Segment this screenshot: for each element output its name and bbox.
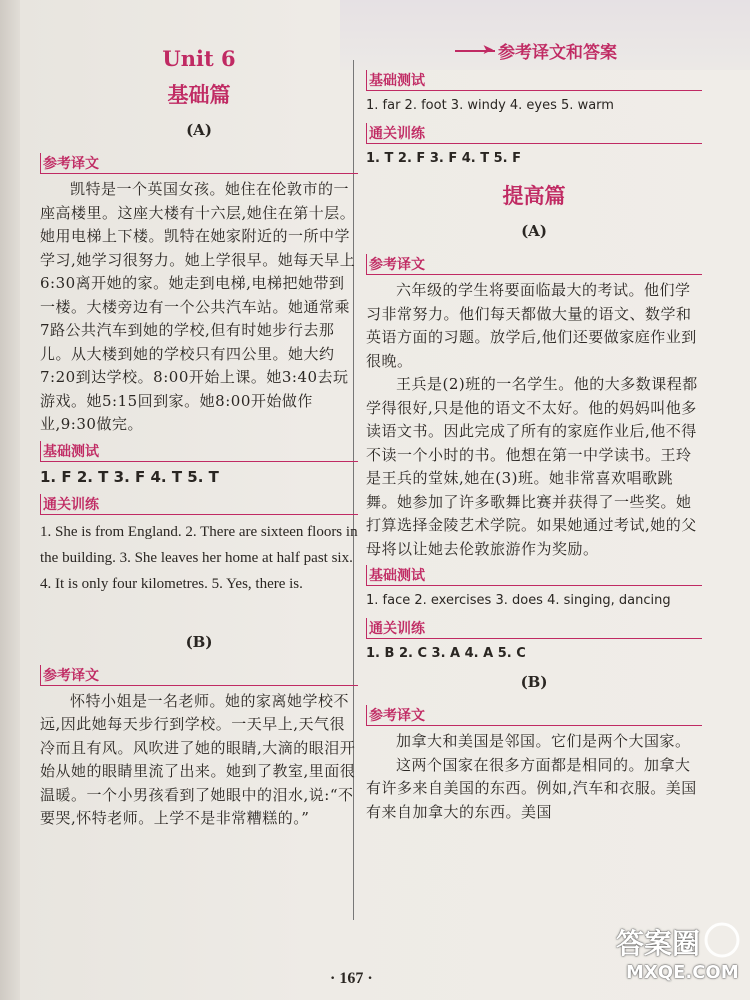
unit-title: Unit 6	[162, 46, 236, 71]
watermark-url: MXQE.COM	[626, 962, 739, 983]
left-column	[40, 46, 358, 831]
basic-test-answers: 1. far 2. foot 3. windy 4. eyes 5. warm	[366, 98, 614, 113]
header-arrow-icon: ➤	[482, 42, 494, 58]
pass-training-answers: 1. She is from England. 2. There are sixteen floors in the building. 3. She leaves her home at half past six. 4. It is only four kilometres. 5. Yes, there is.	[40, 523, 358, 592]
tag-underline	[40, 173, 358, 174]
header-label: 参考译文和答案	[498, 43, 617, 63]
tag-pass-training: 通关训练	[366, 123, 429, 143]
tag-underline	[40, 461, 358, 462]
tag-underline	[366, 638, 702, 639]
part-b-heading: (B)	[185, 632, 213, 651]
previous-page-edge	[0, 0, 22, 1000]
tag-underline	[366, 725, 702, 726]
basic-test-answers: 1. F 2. T 3. F 4. T 5. T	[40, 467, 219, 486]
tag-basic-test: 基础测试	[366, 565, 429, 585]
part-b-heading: (B)	[520, 673, 548, 691]
tag-pass-training: 通关训练	[40, 494, 103, 514]
basic-test-answers: 1. face 2. exercises 3. does 4. singing, dancing	[366, 593, 671, 608]
translation-paragraph-b1: 加拿大和美国是邻国。它们是两个大国家。	[396, 732, 691, 750]
tag-underline	[40, 685, 358, 686]
translation-paragraph-2: 王兵是(2)班的一名学生。他的大多数课程都学得很好,只是他的语文不太好。他的妈妈叫他多读语文书。因此完成了所有的家庭作业后,他不得不读一个小时的书。他想在第一中学读书。王玲是王兵的堂妹,她在(3)班。她非常喜欢唱歌跳舞。她参加了许多歌舞比赛并获得了一些奖。她打算选择金陵艺术学院。如果她通过考试,她的父母将以让她去伦敦旅游作为奖励。	[366, 375, 698, 558]
section-title-basic: 基础篇	[167, 82, 231, 107]
watermark-logo	[612, 912, 742, 992]
tag-underline	[366, 90, 702, 91]
part-a-heading: (A)	[521, 222, 547, 240]
section-title-advanced: 提高篇	[502, 183, 566, 208]
translation-paragraph-b2: 这两个国家在很多方面都是相同的。加拿大有许多来自美国的东西。例如,汽车和衣服。美国有来自加拿大的东西。美国	[366, 755, 697, 821]
translation-paragraph-b: 怀特小姐是一名老师。她的家离她学校不远,因此她每天步行到学校。一天早上,天气很冷而且有风。风吹进了她的眼睛,大滴的眼泪开始从她的眼睛里流了出来。她到了教室,里面很温暖。一个小男孩看到了她眼中的泪水,说:“不要哭,怀特老师。上学不是非常糟糕的。”	[40, 691, 356, 827]
tag-basic-test: 基础测试	[366, 70, 429, 90]
right-column	[366, 66, 702, 824]
pass-training-answers: 1. B 2. C 3. A 4. A 5. C	[366, 646, 526, 661]
tag-translation-b: 参考译文	[366, 705, 429, 725]
pass-training-answers: 1. T 2. F 3. F 4. T 5. F	[366, 151, 522, 166]
translation-paragraph: 凯特是一个英国女孩。她住在伦敦市的一座高楼里。这座大楼有十六层,她住在第十层。她用电梯上下楼。凯特在她家附近的一所中学学习,她学习很努力。她上学很早。她每天早上6:30离开她的家。她走到电梯,电梯把她带到一楼。大楼旁边有一个公共汽车站。她通常乘7路公共汽车到她的学校,但有时她步行去那儿。从大楼到她的学校只有四公里。她大约7:20到达学校。8:00开始上课。她3:40去玩游戏。她5:15回到家。她8:00开始做作业,9:30做完。	[40, 180, 356, 433]
tag-translation: 参考译文	[40, 153, 103, 173]
tag-translation: 参考译文	[366, 254, 429, 274]
tag-translation-b: 参考译文	[40, 665, 103, 685]
tag-basic-test: 基础测试	[40, 441, 103, 461]
tag-pass-training: 通关训练	[366, 618, 429, 638]
part-a-heading: (A)	[186, 121, 212, 139]
tag-underline	[366, 585, 702, 586]
tag-underline	[366, 274, 702, 275]
translation-paragraph-1: 六年级的学生将要面临最大的考试。他们学习非常努力。他们每天都做大量的语文、数学和英语方面的习题。放学后,他们还要做家庭作业到很晚。	[366, 281, 697, 370]
watermark-text: 答案圈	[616, 927, 701, 960]
tag-underline	[40, 514, 358, 515]
page-number: · 167 ·	[330, 970, 373, 987]
tag-underline	[366, 143, 702, 144]
